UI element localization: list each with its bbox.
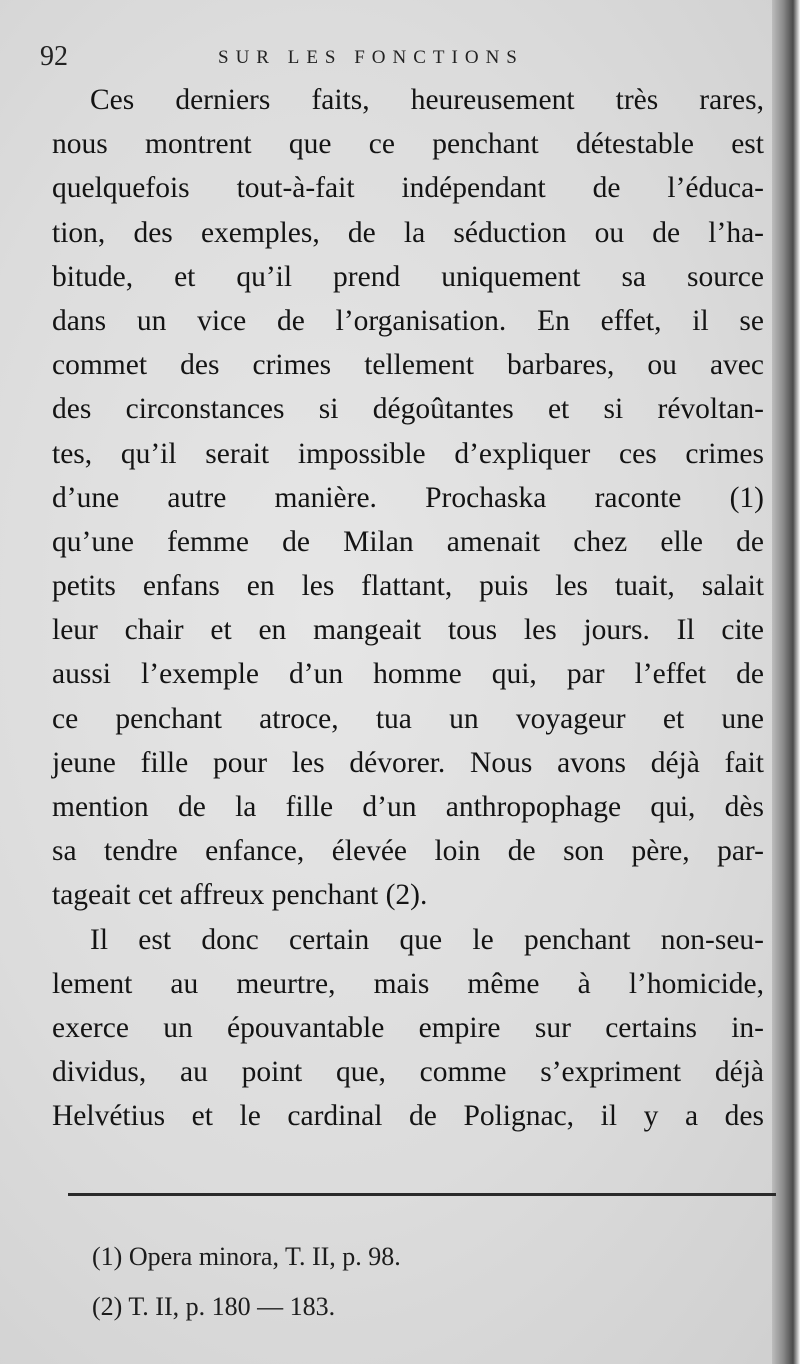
- footnote-separator-rule: [68, 1193, 776, 1196]
- page-header: [40, 40, 740, 80]
- footnote-1: (1) Opera minora, T. II, p. 98.: [92, 1242, 401, 1271]
- paragraph-line: jeune fille pour les dévorer. Nous avons déjà fait: [52, 746, 764, 779]
- paragraph-line: petits enfans en les flattant, puis les tuait, salait: [52, 570, 764, 603]
- paragraph-line: aussi l’exemple d’un homme qui, par l’effet de: [52, 658, 764, 691]
- paragraph-line: dividus, au point que, comme s’expriment déjà: [52, 1056, 764, 1089]
- page-number: 92: [40, 41, 68, 72]
- paragraph-line: qu’une femme de Milan amenait chez elle de: [52, 525, 764, 558]
- paragraph-line: tageait cet affreux penchant (2).: [52, 879, 428, 912]
- paragraph-line: commet des crimes tellement barbares, ou avec: [52, 349, 764, 382]
- paragraph-line: Il est donc certain que le penchant non-seu-: [90, 923, 764, 956]
- paragraph-line: tes, qu’il serait impossible d’expliquer ces crimes: [52, 437, 764, 470]
- paragraph-line: des circonstances si dégoûtantes et si révoltan-: [52, 393, 764, 426]
- paragraph-line: exerce un épouvantable empire sur certains in-: [52, 1011, 764, 1044]
- paragraph-line: quelquefois tout-à-fait indépendant de l’éduca-: [52, 172, 764, 205]
- paragraph-line: leur chair et en mangeait tous les jours. Il cite: [52, 614, 764, 647]
- paragraph-line: bitude, et qu’il prend uniquement sa source: [52, 260, 764, 293]
- paragraph-line: Ces derniers faits, heureusement très rares,: [90, 84, 764, 116]
- footnote-2: (2) T. II, p. 180 — 183.: [92, 1292, 336, 1321]
- paragraph-line: dans un vice de l’organisation. En effet, il se: [52, 304, 764, 337]
- paragraph-line: mention de la fille d’un anthropophage qui, dès: [52, 791, 764, 823]
- body-text: [52, 78, 764, 1139]
- paragraph-line: tion, des exemples, de la séduction ou de l’ha-: [52, 216, 764, 249]
- page-binding-edge: [772, 0, 800, 1364]
- paragraph-line: nous montrent que ce penchant détestable est: [52, 128, 764, 161]
- paragraph-line: Helvétius et le cardinal de Polignac, il y a des: [52, 1100, 764, 1133]
- paragraph-line: sa tendre enfance, élevée loin de son père, par-: [52, 835, 764, 868]
- paragraph-line: d’une autre manière. Prochaska raconte (1): [52, 481, 764, 514]
- paragraph-line: ce penchant atroce, tua un voyageur et une: [52, 702, 764, 735]
- running-head: SUR LES FONCTIONS: [218, 47, 524, 68]
- footnotes: [92, 1232, 732, 1332]
- paragraph-line: lement au meurtre, mais même à l’homicide,: [52, 967, 764, 1000]
